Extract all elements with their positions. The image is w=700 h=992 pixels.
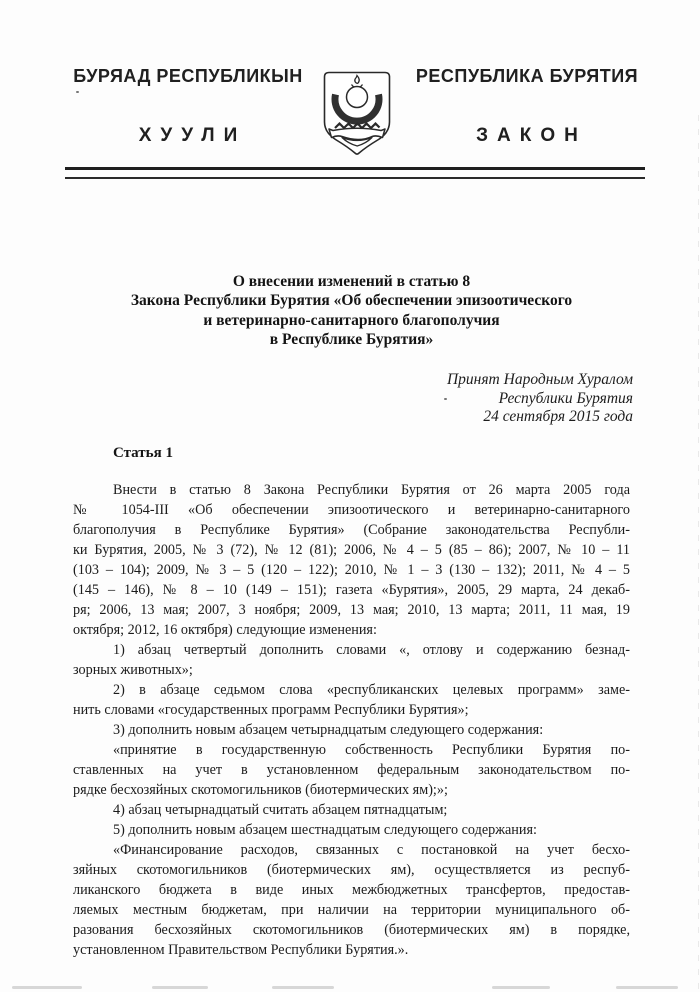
body-text-line: благополучия в Республике Бурятия» (Собрание законодательства Республи- bbox=[73, 522, 630, 538]
adoption-note-line: Принят Народным Хуралом bbox=[446, 371, 633, 388]
article-heading: Статья 1 bbox=[113, 445, 173, 461]
doc-type-russian: ЗАКОН bbox=[476, 125, 587, 146]
body-text-line: Внести в статью 8 Закона Республики Бурятия от 26 марта 2005 года bbox=[113, 482, 630, 498]
body-text-line: (145 – 146), № 8 – 10 (149 – 151); газета «Бурятия», 2005, 29 марта, 24 декаб- bbox=[73, 582, 630, 598]
law-title bbox=[73, 272, 630, 349]
law-title-line: Закона Республики Бурятия «Об обеспечении эпизоотического bbox=[130, 292, 573, 310]
buryatia-coat-of-arms-icon bbox=[322, 70, 392, 156]
body-text-line: ря; 2006, 13 мая; 2007, 3 ноября; 2009, 13 мая; 2010, 13 марта; 2011, 11 мая, 19 bbox=[73, 602, 630, 618]
scan-smudge bbox=[616, 986, 678, 989]
body-text-line: ставленных на учет в установленном федеральным законодательством по- bbox=[73, 762, 630, 778]
header-double-rule bbox=[65, 167, 645, 179]
org-name-russian: РЕСПУБЛИКА БУРЯТИЯ bbox=[415, 66, 639, 86]
body-text-line: ляемых местным бюджетам, при наличии на территории муниципального об- bbox=[73, 902, 630, 918]
body-text-line: 2) в абзаце седьмом слова «республиканских целевых программ» заме- bbox=[113, 682, 630, 698]
body-text-line: зорных животных»; bbox=[73, 662, 193, 678]
law-title-line: и ветеринарно-санитарного благополучия bbox=[203, 311, 500, 329]
scan-speck bbox=[444, 398, 447, 400]
adoption-note bbox=[447, 371, 633, 427]
body-text-line: 1) абзац четвертый дополнить словами «, отлову и содержанию безнад- bbox=[113, 642, 630, 658]
shield-outline bbox=[325, 73, 390, 155]
law-title-line: О внесении изменений в статью 8 bbox=[232, 273, 471, 290]
body-text-line: 5) дополнить новым абзацем шестнадцатым следующего содержания: bbox=[113, 822, 537, 838]
adoption-note-line: Республики Бурятия bbox=[498, 389, 633, 407]
body-text-line: зяйных скотомогильников (биотермических ям), осуществляется из респуб- bbox=[73, 862, 630, 878]
law-title-line: в Республике Бурятия» bbox=[269, 330, 434, 348]
body-text-line: нить словами «государственных программ Республики Бурятия»; bbox=[73, 702, 469, 718]
body-text-line: № 1054-III «Об обеспечении эпизоотического и ветеринарно-санитарного bbox=[73, 502, 630, 518]
body-text-line: (103 – 104); 2009, № 3 – 5 (120 – 122); 2010, № 1 – 3 (130 – 132); 2011, № 4 – 5 bbox=[73, 562, 630, 578]
body-text-line: ки Бурятия, 2005, № 3 (72), № 12 (81); 2006, № 4 – 5 (85 – 86); 2007, № 10 – 11 bbox=[73, 542, 630, 558]
scan-smudge bbox=[492, 986, 550, 989]
scan-edge-artifact bbox=[698, 115, 699, 990]
body-text-line: ликанского бюджета в виде иных межбюджетных трансфертов, предостав- bbox=[73, 882, 630, 898]
body-text-line: рядке бесхозяйных скотомогильников (биотермических ям);»; bbox=[73, 782, 448, 798]
scan-smudge bbox=[12, 986, 82, 989]
sun-circle bbox=[347, 87, 368, 108]
body-text-line: «Финансирование расходов, связанных с постановкой на учет бесхо- bbox=[113, 842, 630, 858]
doc-type-buryat: ХУУЛИ bbox=[138, 125, 247, 146]
body-text-line: 4) абзац четырнадцатый считать абзацем пятнадцатым; bbox=[113, 802, 448, 818]
body-text-line: установленном Правительством Республики Бурятия.». bbox=[73, 942, 409, 958]
header-left-column bbox=[68, 66, 308, 147]
scan-smudge bbox=[152, 986, 208, 989]
scan-smudge bbox=[272, 986, 334, 989]
org-name-buryat: БУРЯАД РЕСПУБЛИКЫН bbox=[73, 66, 303, 86]
adoption-note-line: 24 сентября 2015 года bbox=[483, 408, 633, 426]
header-right-column bbox=[407, 66, 647, 147]
scan-speck bbox=[76, 91, 79, 93]
body-text-line: 3) дополнить новым абзацем четырнадцатым следующего содержания: bbox=[113, 722, 544, 738]
body-text-line: октября; 2012, 16 октября) следующие изменения: bbox=[73, 622, 377, 638]
body-text-line: разования бесхозяйных скотомогильников (биотермических ям) в порядке, bbox=[73, 922, 630, 938]
body-text-line: «принятие в государственную собственность Республики Бурятия по- bbox=[113, 742, 630, 758]
law-body-text bbox=[73, 480, 630, 960]
